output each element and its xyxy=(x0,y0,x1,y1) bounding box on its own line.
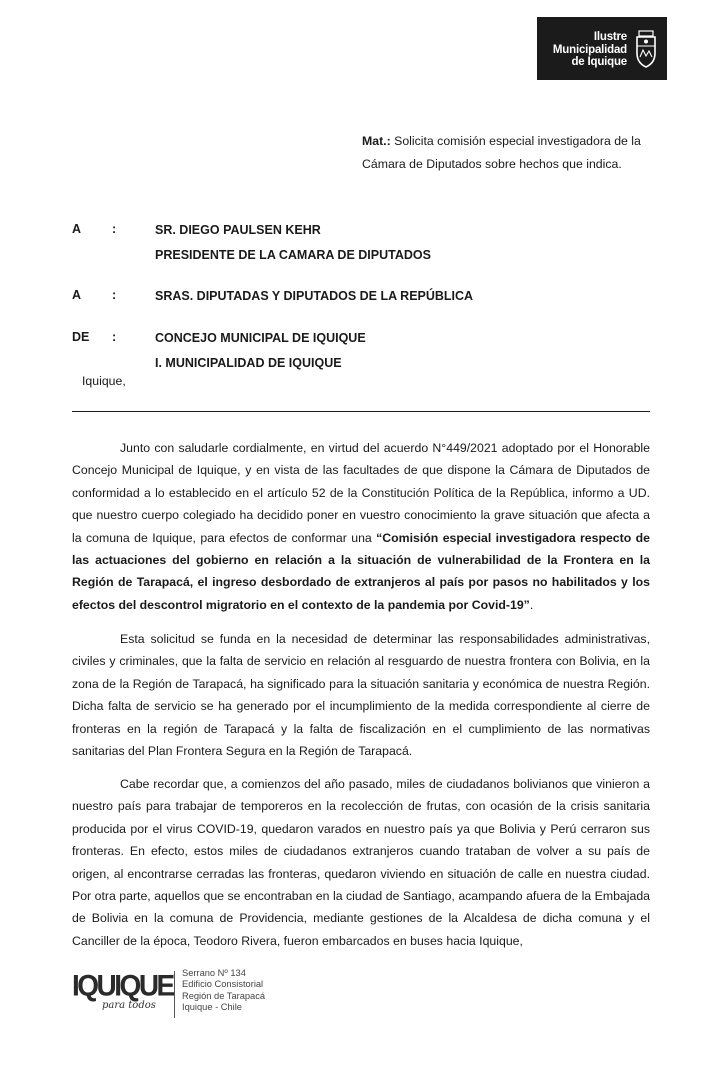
body-paragraph-1 xyxy=(72,437,650,616)
header-divider xyxy=(72,411,650,412)
subject-text: Solicita comisión especial investigadora de la Cámara de Diputados sobre hechos que indica. xyxy=(362,134,641,171)
address-line: Iquique - Chile xyxy=(182,1001,242,1012)
sender-municipality: I. MUNICIPALIDAD DE IQUIQUE xyxy=(155,356,342,370)
brand-tagline: para todos xyxy=(102,1000,156,1011)
addressee-colon: : xyxy=(112,288,117,302)
body-paragraph-3: Cabe recordar que, a comienzos del año pasado, miles de ciudadanos bolivianos que vinieron a nuestro país para trabajar de temporeros en la recolección de frutas, con ocasión de la crisis sanitaria producida por el virus COVID-19, quedaron varados en nuestro país ya que Bolivia y Perú cerraron sus fronteras. En efecto, estos miles de ciudadanos extranjeros cuando trataban de volver a su país de origen, al encontrarse cerradas las fronteras, quedaron viviendo en situación de calle en nuestra ciudad. Por otra parte, aquellos que se encontraban en la ciudad de Santiago, acampando afuera de la Embajada de Bolivia en la comuna de Providencia, mediante gestiones de la Alcaldesa de dicha comuna y el Canciller de la época, Teodoro Rivera, fueron embarcados en buses hacia Iquique, xyxy=(72,777,650,948)
footer-address xyxy=(182,968,265,1013)
city-date-line: Iquique, xyxy=(82,374,126,388)
body-paragraph-2: Esta solicitud se funda en la necesidad de determinar las responsabilidades administrativas, civiles y criminales, que la falta de servicio en relación al resguardo de nuestra frontera con Bolivia, en la zona de la Región de Tarapacá, ha significado para la situación sanitaria y económica de nuestra Región. Dicha falta de servicio se ha generado por el incumplimiento de la medida correspondiente al cierre de fronteras en la región de Tarapacá y la falta de fiscalización en el cumplimiento de las normativas sanitarias del Plan Frontera Segura en la Región de Tarapacá. xyxy=(72,632,650,759)
address-line: Serrano Nº 134 xyxy=(182,968,246,978)
municipal-crest-icon xyxy=(634,29,658,69)
addressee-key: A xyxy=(72,222,82,236)
addressee-name: SRAS. DIPUTADAS Y DIPUTADOS DE LA REPÚBLICA xyxy=(155,289,474,303)
subject-line xyxy=(362,130,662,176)
addressee-title: PRESIDENTE DE LA CAMARA DE DIPUTADOS xyxy=(155,248,431,262)
paragraph-1-commission-title: “Comisión especial investigadora respecto de las actuaciones del gobierno en relación a la situación de vulnerabilidad de la Frontera en la Región de Tarapacá, el ingreso desbordado de extranjeros al país por pasos no habilitados y los efectos del descontrol migratorio en el contexto de la pandemia por Covid-19” xyxy=(72,530,651,612)
subject-label: Mat.: xyxy=(362,134,391,148)
municipality-logo xyxy=(537,17,667,80)
logo-line-3: de Iquique xyxy=(571,56,627,68)
paragraph-1-end: . xyxy=(529,597,534,612)
sender-colon: : xyxy=(112,330,117,344)
footer xyxy=(72,968,312,1028)
paragraph-1-text: Junto con saludarle cordialmente, en virtud del acuerdo N°449/2021 adoptado por el Honorable Concejo Municipal de Iquique, y en vista de las facultades de que dispone la Cámara de Diputados de conformidad a lo establecido en el artículo 52 de la Constitución Política de la República, informo a UD. que nuestro cuerpo colegiado ha decidido poner en vuestro conocimiento la grave situación que afecta a la comuna de Iquique, para efectos de conformar una xyxy=(72,441,650,545)
sender-council: CONCEJO MUNICIPAL DE IQUIQUE xyxy=(155,331,366,345)
logo-line-1: Ilustre xyxy=(593,31,627,43)
address-line: Región de Tarapacá xyxy=(182,990,266,1001)
logo-text xyxy=(553,31,627,69)
footer-separator xyxy=(174,971,175,1018)
addressee-name: SR. DIEGO PAULSEN KEHR xyxy=(155,223,321,237)
addressee-colon: : xyxy=(112,222,117,236)
logo-line-2: Municipalidad xyxy=(552,43,627,56)
iquique-brand-logo: IQUIQUE xyxy=(72,969,173,1002)
addressee-key: A xyxy=(72,288,82,302)
address-line: Edificio Consistorial xyxy=(182,979,264,990)
sender-key: DE xyxy=(72,330,90,344)
